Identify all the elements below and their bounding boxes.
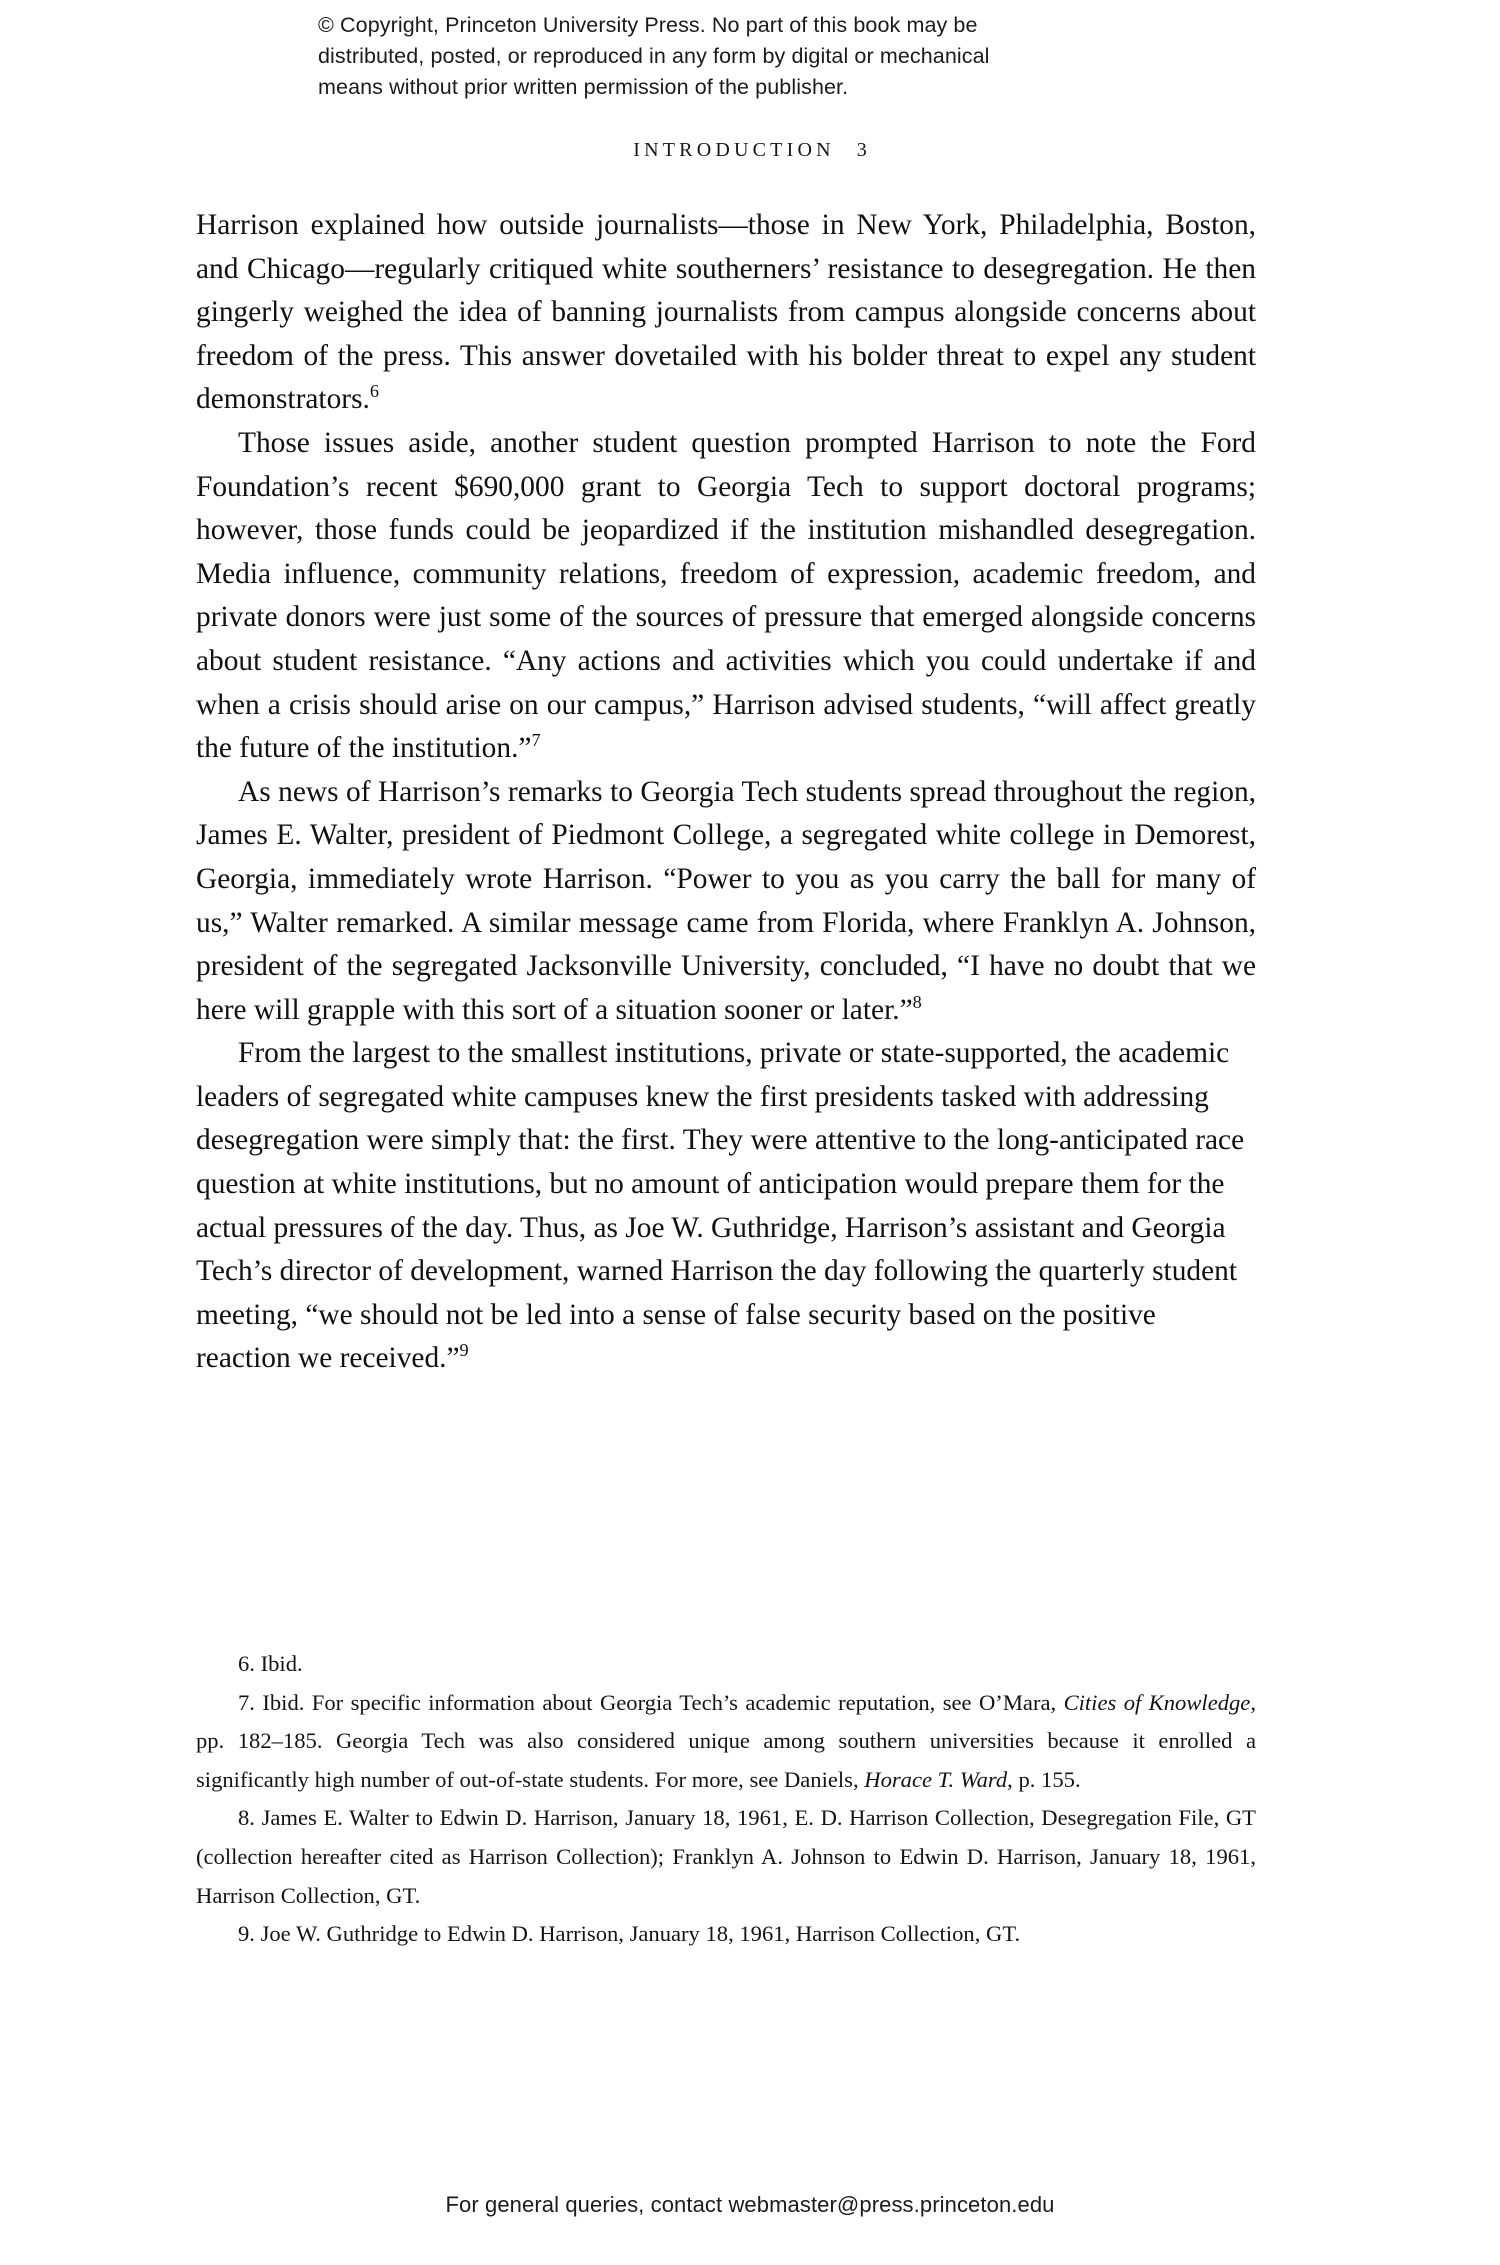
running-head [0, 139, 1500, 162]
page-footer: For general queries, contact webmaster@press.princeton.edu [445, 2192, 1055, 2217]
footnote-7-part-1: 7. Ibid. For specific information about Georgia Tech’s academic reputation, see O’Mara, [238, 1689, 1064, 1715]
copyright-notice [318, 10, 1178, 103]
copyright-line-2: distributed, posted, or reproduced in any form by digital or mechanical [318, 44, 990, 68]
paragraph-1 [196, 204, 1256, 422]
footnote-9: 9. Joe W. Guthridge to Edwin D. Harrison, January 18, 1961, Harrison Collection, GT. [238, 1921, 1021, 1947]
paragraph-2-text: Those issues aside, another student question prompted Harrison to note the Ford Foundation’s recent $690,000 grant to Georgia Tech to support doctoral programs; however, those funds could be jeopardized if the institution mishandled desegregation. Media influence, community relations, freedom of expression, academic freedom, and private donors were just some of the sources of pressure that emerged alongside concerns about student resistance. “Any actions and activities which you could undertake if and when a crisis should arise on our campus,” Harrison advised students, “will affect greatly the future of the institution.” [196, 426, 1256, 765]
copyright-line-3: means without prior written permission of the publisher. [318, 75, 849, 99]
footnote-6: 6. Ibid. [238, 1651, 303, 1676]
paragraph-4 [196, 1032, 1256, 1381]
footnote-7-title-2: Horace T. Ward [864, 1766, 1008, 1792]
footnote-marker-9: 9 [459, 1340, 469, 1361]
footnote-7 [196, 1684, 1256, 1800]
footnote-7-title-1: Cities of Knowledge [1063, 1689, 1251, 1715]
footnote-marker-7: 7 [531, 730, 541, 751]
paragraph-1-text: Harrison explained how outside journalists—those in New York, Philadelphia, Boston, and Chicago—regularly critiqued white southerners’ resistance to desegregation. He then gingerly weighed the idea of banning journalists from campus alongside concerns about freedom of the press. This answer dovetailed with his bolder threat to expel any student demonstrators. [196, 209, 1256, 416]
body-text [196, 204, 1256, 1381]
footnote-7-part-2: , pp. 182–185. Georgia Tech was also considered unique among southern universities because it enrolled a significantly high number of out-of-state students. For more, see Daniels, [196, 1689, 1256, 1792]
paragraph-3-text: As news of Harrison’s remarks to Georgia Tech students spread throughout the region, James E. Walter, president of Piedmont College, a segregated white college in Demorest, Georgia, immediately wrote Harrison. “Power to you as you carry the ball for many of us,” Walter remarked. A similar message came from Florida, where Franklyn A. Johnson, president of the segregated Jacksonville University, concluded, “I have no doubt that we here will grapple with this sort of a situation sooner or later.” [196, 775, 1256, 1026]
paragraph-2 [196, 422, 1256, 771]
page-number: 3 [856, 139, 867, 161]
footnote-marker-6: 6 [369, 381, 379, 402]
running-head-title: INTRODUCTION [633, 139, 835, 161]
paragraph-4-text: From the largest to the smallest institutions, private or state-supported, the academic leaders of segregated white campuses knew the first presidents tasked with addressing desegregation were simply that: the first. They were attentive to the long-anticipated race question at white institutions, but no amount of anticipation would prepare them for the actual pressures of the day. Thus, as Joe W. Guthridge, Harrison’s assistant and Georgia Tech’s director of development, warned Harrison the day following the quarterly student meeting, “we should not be led into a sense of false security based on the positive reaction we received.” [196, 1037, 1245, 1375]
footnote-marker-8: 8 [912, 991, 922, 1012]
paragraph-3 [196, 771, 1256, 1033]
footnotes-section [196, 1645, 1256, 1954]
copyright-line-1: © Copyright, Princeton University Press. No part of this book may be [318, 13, 978, 37]
footnote-8: 8. James E. Walter to Edwin D. Harrison, January 18, 1961, E. D. Harrison Collection, Desegregation File, GT (collection hereafter cited as Harrison Collection); Franklyn A. Johnson to Edwin D. Harrison, January 18, 1961, Harrison Collection, GT. [196, 1805, 1256, 1908]
footnote-7-part-3: , p. 155. [1007, 1766, 1081, 1792]
